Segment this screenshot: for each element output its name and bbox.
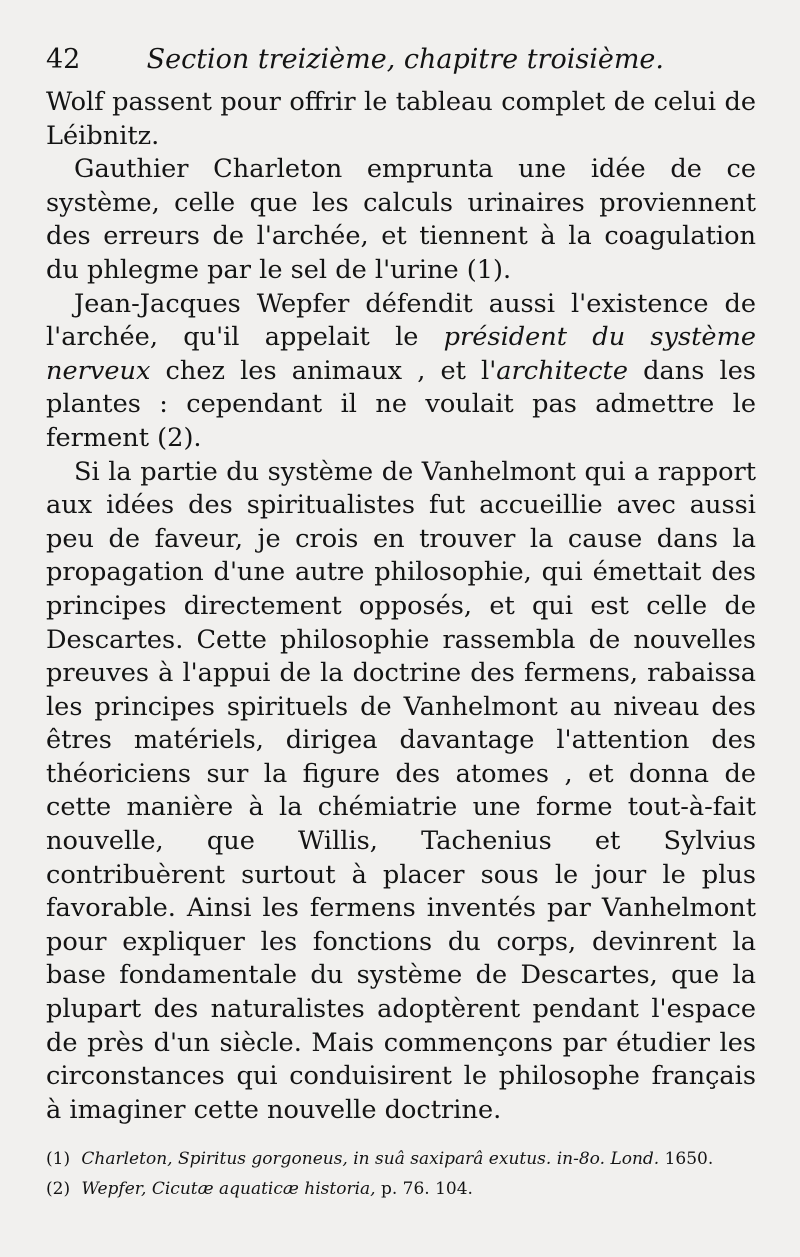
running-head: Section treizième, chapitre troisième. bbox=[146, 44, 664, 75]
footnote-2 bbox=[46, 1178, 766, 1200]
emphasis-president: président du système nerveux bbox=[46, 322, 756, 386]
paragraph-3-part-c: chez les animaux , et l' bbox=[165, 355, 497, 386]
page-header bbox=[46, 42, 766, 78]
paragraph-3 bbox=[46, 288, 756, 456]
paragraph-2: Gauthier Charleton emprunta une idée de ce système, celle que les calculs urinaires proviennent des erreurs de l'archée, et tiennent à la coagulation du phlegme par le sel de l'urine (1). bbox=[46, 154, 756, 285]
emphasis-architecte: architecte bbox=[496, 355, 628, 386]
footnote-2-pages: p. 76. 104. bbox=[380, 1179, 473, 1199]
paragraph-3-part-a: Jean-Jacques Wepfer défendit aussi l'existence de l'archée, qu'il appelait le bbox=[46, 288, 756, 353]
footnote-1-format: in-8o. bbox=[556, 1149, 606, 1169]
footnote-2-title: Cicutæ aquaticæ historia, bbox=[151, 1179, 376, 1199]
paragraph-4: Si la partie du système de Vanhelmont qui a rapport aux idées des spiritualistes fut accueillie avec aussi peu de faveur, je crois en trouver la cause dans la propagation d'une autre philosophie, qui émettait des principes directement opposés, et qui est celle de Descartes. Cette philosophie rassembla de nouvelles preuves à l'appui de la doctrine des fermens, rabaissa les principes spirituels de Vanhelmont au niveau des êtres matériels, dirigea davantage l'attention des théoriciens sur la figure des atomes , et donna de cette manière à la chémiatrie une forme tout-à-fait nouvelle, que Willis, Tachenius et Sylvius contribuèrent surtout à placer sous le jour le plus favorable. Ainsi les fermens inventés par Vanhelmont pour expliquer les fonctions du corps, devinrent la base fondamentale du système de Descartes, que la plupart des naturalistes adoptèrent pendant l'espace de près d'un siècle. Mais commençons par étudier les circonstances qui conduisirent le philosophe français à imaginer cette nouvelle doctrine. bbox=[46, 456, 756, 1125]
footnote-1-year: 1650. bbox=[664, 1149, 714, 1169]
footnote-1-marker: (1) bbox=[46, 1149, 71, 1169]
paragraph-3-part-e: dans les plantes : cependant il ne voulait pas admettre le ferment (2). bbox=[46, 355, 756, 453]
paragraph-1: Wolf passent pour offrir le tableau complet de celui de Léibnitz. bbox=[46, 87, 756, 151]
footnote-2-author: Wepfer, bbox=[81, 1179, 147, 1199]
page-number: 42 bbox=[46, 44, 81, 75]
footnote-1-title: Spiritus gorgoneus, in suâ saxiparâ exutus. bbox=[177, 1149, 552, 1169]
footnotes bbox=[46, 1148, 766, 1208]
footnote-1-author: Charleton, bbox=[81, 1149, 173, 1169]
footnote-1 bbox=[46, 1148, 766, 1170]
footnote-2-marker: (2) bbox=[46, 1179, 71, 1199]
footnote-1-place: Lond. bbox=[610, 1149, 660, 1169]
body-text bbox=[46, 86, 756, 1127]
